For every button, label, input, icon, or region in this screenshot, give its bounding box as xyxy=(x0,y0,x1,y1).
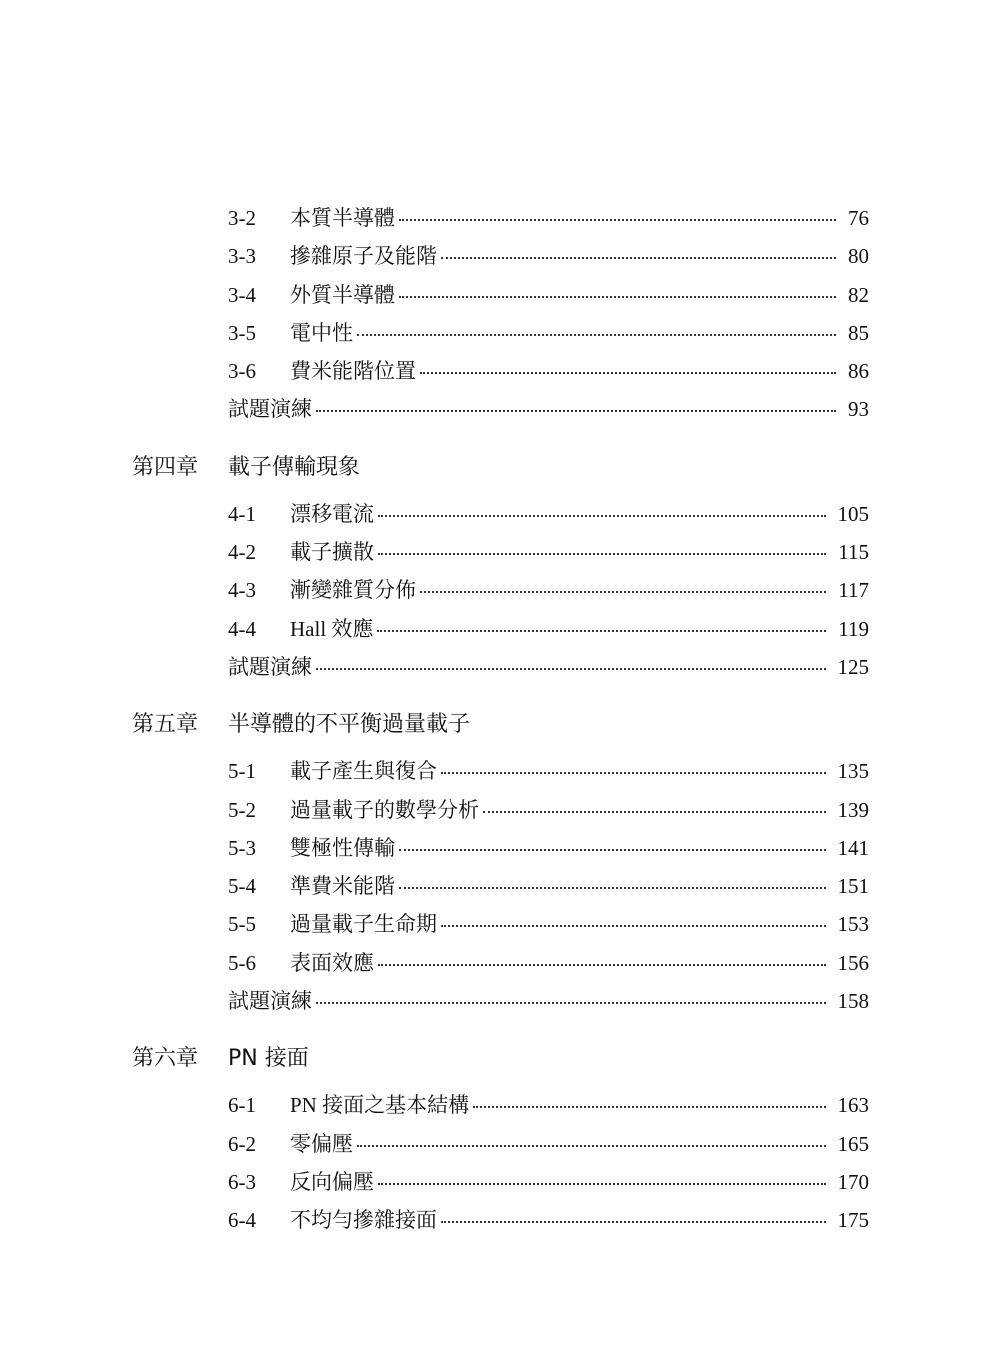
entry-line xyxy=(290,873,869,899)
section-title: 試題演練 xyxy=(228,989,312,1014)
entry-line xyxy=(228,988,869,1014)
entry-line xyxy=(290,282,869,308)
page-number: 135 xyxy=(837,759,869,784)
section-title: 載子擴散 xyxy=(290,540,374,565)
page-number: 85 xyxy=(848,320,869,345)
toc-entry-6-1 xyxy=(0,1084,1000,1122)
toc-entry-3-4 xyxy=(0,274,1000,312)
chapter-label: 第六章 xyxy=(132,1046,199,1072)
dot-leader xyxy=(399,296,836,298)
toc-entry-exercise-ch3 xyxy=(0,388,1000,426)
section-number: 3-6 xyxy=(228,359,256,384)
section-title: 摻雜原子及能階 xyxy=(290,244,437,269)
section-number: 4-3 xyxy=(228,578,256,603)
page-number: 105 xyxy=(837,501,869,526)
page-number: 93 xyxy=(848,397,869,422)
section-number: 6-3 xyxy=(228,1169,256,1194)
section-number: 5-2 xyxy=(228,797,256,822)
toc-entry-6-4 xyxy=(0,1199,1000,1237)
page-number: 115 xyxy=(838,540,869,565)
section-title: 漸變雜質分佈 xyxy=(290,578,416,603)
page-number: 76 xyxy=(848,206,869,230)
chapter-heading-6 xyxy=(0,1034,1000,1084)
dot-leader xyxy=(378,515,826,517)
toc-entry-6-3 xyxy=(0,1161,1000,1199)
section-number: 5-1 xyxy=(228,759,256,784)
toc-entry-5-6 xyxy=(0,942,1000,980)
dot-leader xyxy=(483,811,826,813)
section-title: 零偏壓 xyxy=(290,1131,353,1156)
section-number: 5-4 xyxy=(228,874,256,899)
page-number: 170 xyxy=(837,1169,869,1194)
section-title: 雙極性傳輸 xyxy=(290,835,395,860)
section-number: 3-2 xyxy=(228,206,256,230)
section-title: PN 接面之基本結構 xyxy=(290,1093,470,1118)
entry-line xyxy=(290,577,869,603)
entry-line xyxy=(290,243,869,269)
dot-leader xyxy=(420,372,836,374)
entry-line xyxy=(290,911,869,937)
toc-entry-4-2 xyxy=(0,531,1000,569)
toc-entry-5-5 xyxy=(0,903,1000,941)
page-number: 139 xyxy=(837,797,869,822)
toc-entry-3-5 xyxy=(0,312,1000,350)
dot-leader xyxy=(399,849,826,851)
toc-entry-exercise-ch4 xyxy=(0,646,1000,684)
section-number: 5-6 xyxy=(228,950,256,975)
chapter-label: 第五章 xyxy=(132,712,199,738)
page-number: 163 xyxy=(837,1093,869,1118)
dot-leader xyxy=(377,630,826,632)
entry-line xyxy=(290,205,869,231)
section-title: 過量載子的數學分析 xyxy=(290,797,479,822)
section-number: 3-5 xyxy=(228,320,256,345)
dot-leader xyxy=(420,591,826,593)
entry-line xyxy=(290,797,869,823)
page-number: 156 xyxy=(837,950,869,975)
toc-entry-4-3 xyxy=(0,569,1000,607)
section-number: 6-1 xyxy=(228,1093,256,1118)
page-number: 117 xyxy=(838,578,869,603)
page-number: 151 xyxy=(837,874,869,899)
section-title: 試題演練 xyxy=(228,397,312,422)
page-number: 119 xyxy=(838,616,869,641)
section-number: 5-3 xyxy=(228,835,256,860)
dot-leader xyxy=(399,887,826,889)
dot-leader xyxy=(378,1183,826,1185)
section-title: 外質半導體 xyxy=(290,282,395,307)
section-title: 載子產生與復合 xyxy=(290,759,437,784)
section-title: 本質半導體 xyxy=(290,206,395,230)
section-number: 5-5 xyxy=(228,912,256,937)
section-title: 費米能階位置 xyxy=(290,359,416,384)
entry-line xyxy=(290,539,869,565)
entry-line xyxy=(290,358,869,384)
toc-entry-3-6 xyxy=(0,350,1000,388)
section-number: 3-4 xyxy=(228,282,256,307)
chapter-title: 載子傳輸現象 xyxy=(228,454,361,480)
entry-line xyxy=(290,1207,869,1233)
entry-line xyxy=(290,1131,869,1157)
page-number: 86 xyxy=(848,359,869,384)
entry-line xyxy=(290,320,869,346)
section-number: 4-4 xyxy=(228,616,256,641)
entry-line xyxy=(290,616,869,642)
dot-leader xyxy=(378,553,826,555)
section-number: 6-4 xyxy=(228,1208,256,1233)
chapter-heading-5 xyxy=(0,700,1000,750)
chapter-label: 第四章 xyxy=(132,454,199,480)
dot-leader xyxy=(316,668,826,670)
toc-entry-6-2 xyxy=(0,1123,1000,1161)
page-number: 158 xyxy=(837,989,869,1014)
entry-line xyxy=(228,396,869,422)
chapter-heading-4 xyxy=(0,443,1000,493)
section-title: Hall 效應 xyxy=(290,616,374,641)
dot-leader xyxy=(357,1145,826,1147)
dot-leader xyxy=(399,219,836,221)
entry-line xyxy=(290,501,869,527)
toc-entry-5-2 xyxy=(0,789,1000,827)
entry-line xyxy=(290,1092,869,1118)
page-number: 82 xyxy=(848,282,869,307)
table-of-contents xyxy=(0,197,1000,1238)
toc-entry-3-2 xyxy=(0,197,1000,235)
toc-entry-3-3 xyxy=(0,235,1000,273)
section-title: 表面效應 xyxy=(290,950,374,975)
dot-leader xyxy=(473,1106,825,1108)
section-title: 準費米能階 xyxy=(290,874,395,899)
page-number: 141 xyxy=(837,835,869,860)
section-number: 4-2 xyxy=(228,540,256,565)
dot-leader xyxy=(378,964,826,966)
toc-entry-5-4 xyxy=(0,865,1000,903)
dot-leader xyxy=(441,1221,826,1223)
toc-entry-exercise-ch5 xyxy=(0,980,1000,1018)
section-title: 漂移電流 xyxy=(290,501,374,526)
section-title: 過量載子生命期 xyxy=(290,912,437,937)
page-number: 165 xyxy=(837,1131,869,1156)
chapter-title: 半導體的不平衡過量載子 xyxy=(228,712,471,738)
dot-leader xyxy=(441,772,826,774)
entry-line xyxy=(290,758,869,784)
entry-line xyxy=(290,950,869,976)
dot-leader xyxy=(441,925,826,927)
page-number: 175 xyxy=(837,1208,869,1233)
entry-line xyxy=(290,835,869,861)
toc-entry-5-1 xyxy=(0,750,1000,788)
section-title: 不均勻摻雜接面 xyxy=(290,1208,437,1233)
dot-leader xyxy=(357,334,836,336)
section-title: 電中性 xyxy=(290,320,353,345)
toc-entry-4-4 xyxy=(0,608,1000,646)
page-number: 125 xyxy=(837,654,869,679)
page-number: 80 xyxy=(848,244,869,269)
dot-leader xyxy=(441,257,836,259)
chapter-title: PN 接面 xyxy=(228,1046,309,1072)
section-title: 反向偏壓 xyxy=(290,1169,374,1194)
section-number: 4-1 xyxy=(228,501,256,526)
entry-line xyxy=(228,654,869,680)
entry-line xyxy=(290,1169,869,1195)
dot-leader xyxy=(316,1002,826,1004)
section-number: 6-2 xyxy=(228,1131,256,1156)
toc-entry-4-1 xyxy=(0,493,1000,531)
page-number: 153 xyxy=(837,912,869,937)
toc-entry-5-3 xyxy=(0,827,1000,865)
dot-leader xyxy=(316,410,836,412)
section-number: 3-3 xyxy=(228,244,256,269)
section-title: 試題演練 xyxy=(228,654,312,679)
